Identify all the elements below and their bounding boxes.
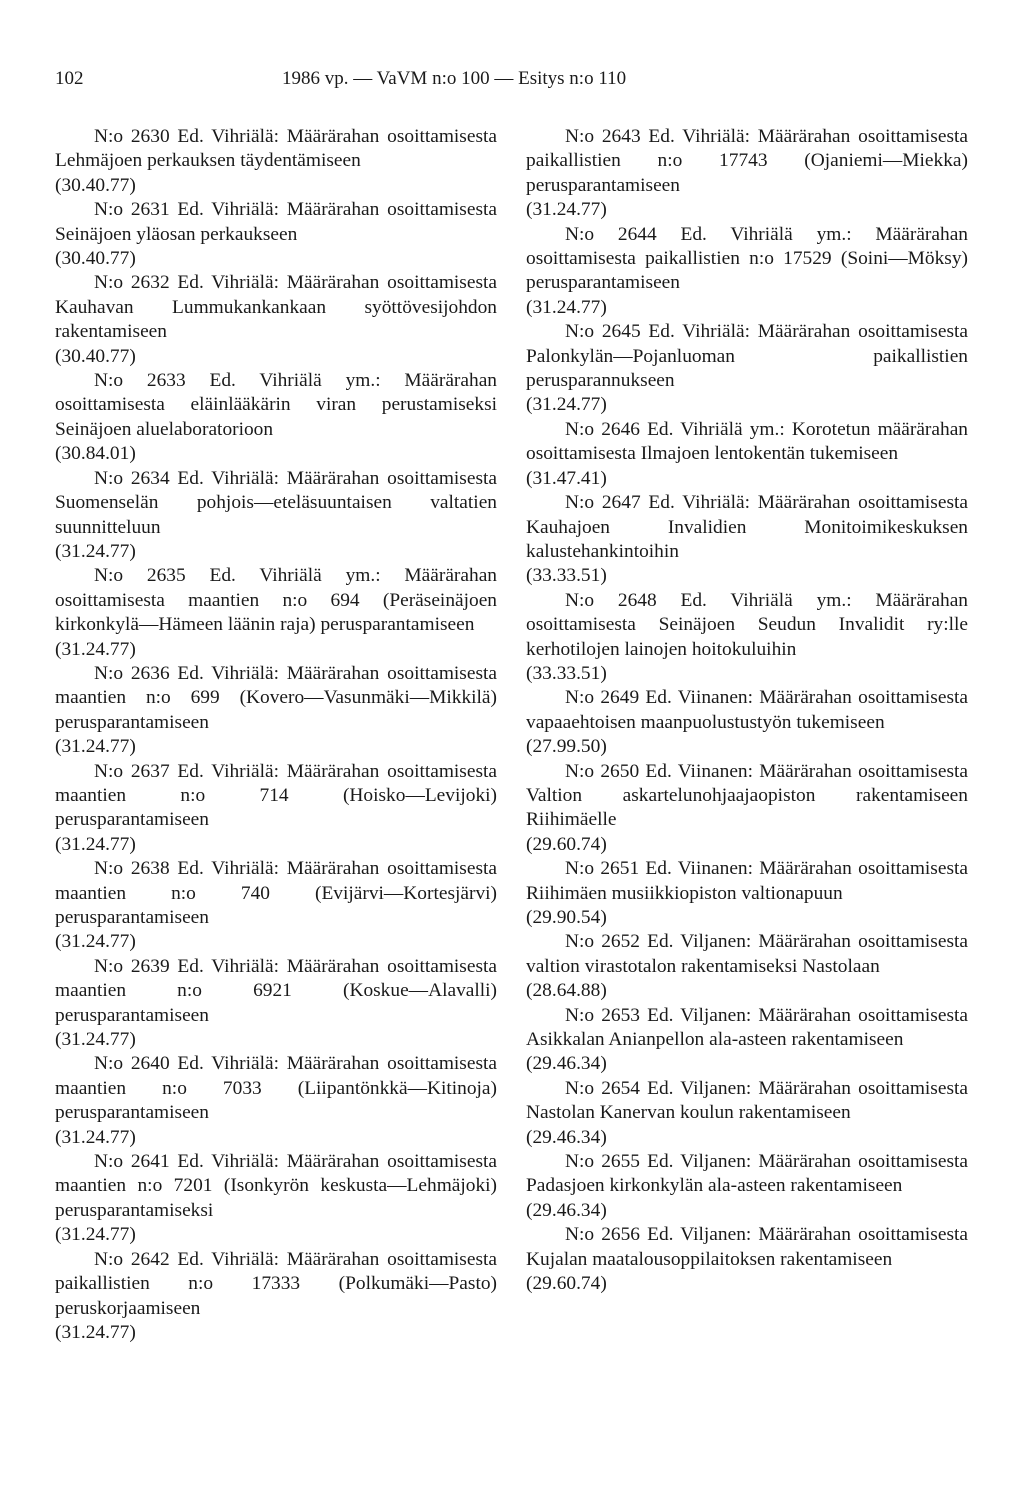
- budget-code: (31.24.77): [55, 540, 136, 562]
- budget-code: (29.46.34): [526, 1199, 607, 1221]
- motion-text: N:o 2646 Ed. Vihriälä ym.: Korotetun määrärahan osoittamisesta Ilmajoen lentokentän tukemiseen: [526, 418, 968, 465]
- motion-entry: [55, 857, 497, 955]
- motion-entry: [526, 930, 968, 1003]
- motion-text: N:o 2639 Ed. Vihriälä: Määrärahan osoittamisesta maantien n:o 6921 (Koskue—Alavalli) perusparantamiseen: [55, 955, 497, 1026]
- motion-text: N:o 2636 Ed. Vihriälä: Määrärahan osoittamisesta maantien n:o 699 (Kovero—Vasunmäki—Mikkilä) perusparantamiseen: [55, 662, 497, 733]
- right-column: [526, 125, 968, 1297]
- motion-entry: [55, 1052, 497, 1150]
- budget-code: (31.47.41): [526, 467, 607, 489]
- motion-text: N:o 2654 Ed. Viljanen: Määrärahan osoittamisesta Nastolan Kanervan koulun rakentamiseen: [526, 1077, 968, 1124]
- motion-entry: [55, 369, 497, 467]
- motion-text: N:o 2647 Ed. Vihriälä: Määrärahan osoittamisesta Kauhajoen Invalidien Monitoimikeskuksen kalustehankintoihin: [526, 492, 968, 562]
- motion-entry: [55, 125, 497, 198]
- motion-text: N:o 2642 Ed. Vihriälä: Määrärahan osoittamisesta paikallistien n:o 17333 (Polkumäki—Pasto) peruskorjaamiseen: [55, 1248, 497, 1319]
- motion-entry: [526, 760, 968, 858]
- motion-text: N:o 2644 Ed. Vihriälä ym.: Määrärahan osoittamisesta paikallistien n:o 17529 (Soini—Möksy) perusparantamiseen: [526, 223, 968, 294]
- budget-code: (30.84.01): [55, 443, 136, 465]
- budget-code: (31.24.77): [55, 1029, 136, 1051]
- budget-code: (31.24.77): [55, 1224, 136, 1246]
- page-header: [55, 68, 985, 98]
- motion-entry: [526, 589, 968, 687]
- motion-text: N:o 2656 Ed. Viljanen: Määrärahan osoittamisesta Kujalan maatalousoppilaitoksen rakentamiseen: [526, 1224, 968, 1270]
- motion-entry: [526, 1077, 968, 1150]
- budget-code: (31.24.77): [55, 638, 136, 660]
- motion-entry: [55, 467, 497, 565]
- budget-code: (30.40.77): [55, 345, 136, 367]
- motion-entry: [526, 491, 968, 589]
- motion-entry: [526, 1150, 968, 1223]
- budget-code: (31.24.77): [55, 833, 136, 855]
- budget-code: (31.24.77): [526, 199, 607, 221]
- budget-code: (31.24.77): [55, 1321, 136, 1343]
- budget-code: (29.60.74): [526, 1273, 607, 1295]
- budget-code: (31.24.77): [55, 931, 136, 953]
- budget-code: (30.40.77): [55, 174, 136, 196]
- motion-entry: [55, 1150, 497, 1248]
- budget-code: (31.24.77): [526, 394, 607, 416]
- budget-code: (31.24.77): [526, 296, 607, 318]
- motion-text: N:o 2650 Ed. Viinanen: Määrärahan osoittamisesta Valtion askartelunohjaajaopiston rakentamiseen Riihimäelle: [526, 760, 968, 831]
- motion-entry: [526, 418, 968, 491]
- budget-code: (29.46.34): [526, 1053, 607, 1075]
- budget-code: (33.33.51): [526, 565, 607, 587]
- budget-code: (31.24.77): [55, 736, 136, 758]
- left-column: [55, 125, 497, 1345]
- motion-entry: [526, 223, 968, 321]
- motion-text: N:o 2645 Ed. Vihriälä: Määrärahan osoittamisesta Palonkylän—Pojanluoman paikallistien perusparannukseen: [526, 321, 968, 392]
- budget-code: (31.24.77): [55, 1126, 136, 1148]
- motion-text: N:o 2635 Ed. Vihriälä ym.: Määrärahan osoittamisesta maantien n:o 694 (Peräseinäjoen kirkonkylä—Hämeen läänin raja) perusparantamiseen: [55, 565, 497, 636]
- budget-code: (29.46.34): [526, 1126, 607, 1148]
- motion-text: N:o 2655 Ed. Viljanen: Määrärahan osoittamisesta Padasjoen kirkonkylän ala-asteen rakentamiseen: [526, 1151, 968, 1197]
- motion-text: N:o 2634 Ed. Vihriälä: Määrärahan osoittamisesta Suomenselän pohjois—eteläsuuntaisen valtatien suunnitteluun: [55, 467, 497, 538]
- motion-entry: [526, 686, 968, 759]
- motion-entry: [526, 857, 968, 930]
- motion-text: N:o 2632 Ed. Vihriälä: Määrärahan osoittamisesta Kauhavan Lummukankankaan syöttövesijohdon rakentamiseen: [55, 272, 497, 343]
- motion-text: N:o 2653 Ed. Viljanen: Määrärahan osoittamisesta Asikkalan Anianpellon ala-asteen rakentamiseen: [526, 1004, 968, 1051]
- motion-entry: [526, 125, 968, 223]
- motion-text: N:o 2643 Ed. Vihriälä: Määrärahan osoittamisesta paikallistien n:o 17743 (Ojaniemi—Miekka) perusparantamiseen: [526, 126, 968, 196]
- motion-entry: [526, 1004, 968, 1077]
- motion-text: N:o 2652 Ed. Viljanen: Määrärahan osoittamisesta valtion virastotalon rakentamiseksi Nastolaan: [526, 931, 968, 977]
- motion-text: N:o 2648 Ed. Vihriälä ym.: Määrärahan osoittamisesta Seinäjoen Seudun Invalidit ry:lle kerhotilojen lainojen hoitokuluihin: [526, 589, 968, 660]
- motion-entry: [526, 320, 968, 418]
- running-head: 1986 vp. — VaVM n:o 100 — Esitys n:o 110: [282, 68, 627, 89]
- motion-entry: [55, 271, 497, 369]
- budget-code: (28.64.88): [526, 980, 607, 1002]
- budget-code: (27.99.50): [526, 736, 607, 758]
- page-number: 102: [55, 68, 84, 89]
- budget-code: (30.40.77): [55, 248, 136, 270]
- motion-entry: [55, 1248, 497, 1346]
- motion-text: N:o 2641 Ed. Vihriälä: Määrärahan osoittamisesta maantien n:o 7201 (Isonkyrön keskusta—Lehmäjoki) perusparantamiseksi: [55, 1151, 497, 1221]
- motion-entry: [55, 760, 497, 858]
- motion-entry: [526, 1223, 968, 1296]
- motion-entry: [55, 564, 497, 662]
- budget-code: (29.60.74): [526, 833, 607, 855]
- motion-entry: [55, 198, 497, 271]
- motion-text: N:o 2638 Ed. Vihriälä: Määrärahan osoittamisesta maantien n:o 740 (Evijärvi—Kortesjärvi) perusparantamiseen: [55, 858, 497, 928]
- motion-text: N:o 2631 Ed. Vihriälä: Määrärahan osoittamisesta Seinäjoen yläosan perkaukseen: [55, 199, 497, 245]
- motion-text: N:o 2633 Ed. Vihriälä ym.: Määrärahan osoittamisesta eläinlääkärin viran perustamiseksi Seinäjoen aluelaboratorioon: [55, 370, 497, 440]
- motion-text: N:o 2630 Ed. Vihriälä: Määrärahan osoittamisesta Lehmäjoen perkauksen täydentämiseen: [55, 126, 497, 172]
- motion-text: N:o 2651 Ed. Viinanen: Määrärahan osoittamisesta Riihimäen musiikkiopiston valtionapuun: [526, 858, 968, 904]
- budget-code: (29.90.54): [526, 907, 607, 928]
- budget-code: (33.33.51): [526, 662, 607, 684]
- motion-entry: [55, 955, 497, 1053]
- motion-text: N:o 2637 Ed. Vihriälä: Määrärahan osoittamisesta maantien n:o 714 (Hoisko—Levijoki) perusparantamiseen: [55, 760, 497, 831]
- motion-text: N:o 2640 Ed. Vihriälä: Määrärahan osoittamisesta maantien n:o 7033 (Liipantönkkä—Kitinoja) perusparantamiseen: [55, 1053, 497, 1124]
- motion-entry: [55, 662, 497, 760]
- motion-text: N:o 2649 Ed. Viinanen: Määrärahan osoittamisesta vapaaehtoisen maanpuolustustyön tukemiseen: [526, 687, 968, 733]
